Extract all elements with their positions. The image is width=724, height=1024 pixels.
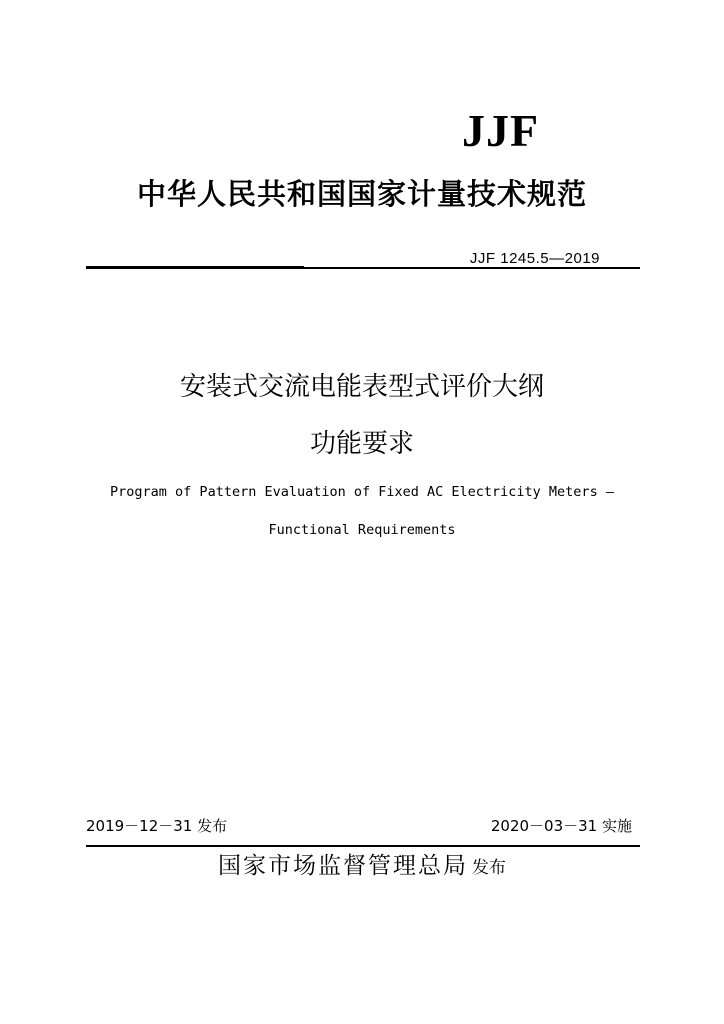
- document-subtitle-cn: 功能要求: [309, 429, 414, 459]
- document-subtitle-en: Functional Requirements: [268, 522, 456, 538]
- publisher-name: 国家市场监督管理总局: [218, 853, 468, 879]
- jjf-logo: JJF: [462, 105, 540, 156]
- org-title: 中华人民共和国国家计量技术规范: [136, 177, 587, 211]
- publisher-suffix: 发布: [472, 858, 506, 878]
- standard-number: JJF 1245.5—2019: [469, 250, 600, 267]
- document-title-cn: 安装式交流电能表型式评价大纲: [179, 372, 544, 402]
- document-title-en: Program of Pattern Evaluation of Fixed AC Electricity Meters —: [110, 484, 614, 500]
- issue-date: 2019－12－31 发布: [86, 817, 228, 835]
- bottom-divider: [86, 845, 640, 847]
- publisher: [0, 851, 724, 883]
- top-divider-thick-segment: [86, 266, 304, 269]
- implementation-date: 2020－03－31 实施: [490, 817, 632, 835]
